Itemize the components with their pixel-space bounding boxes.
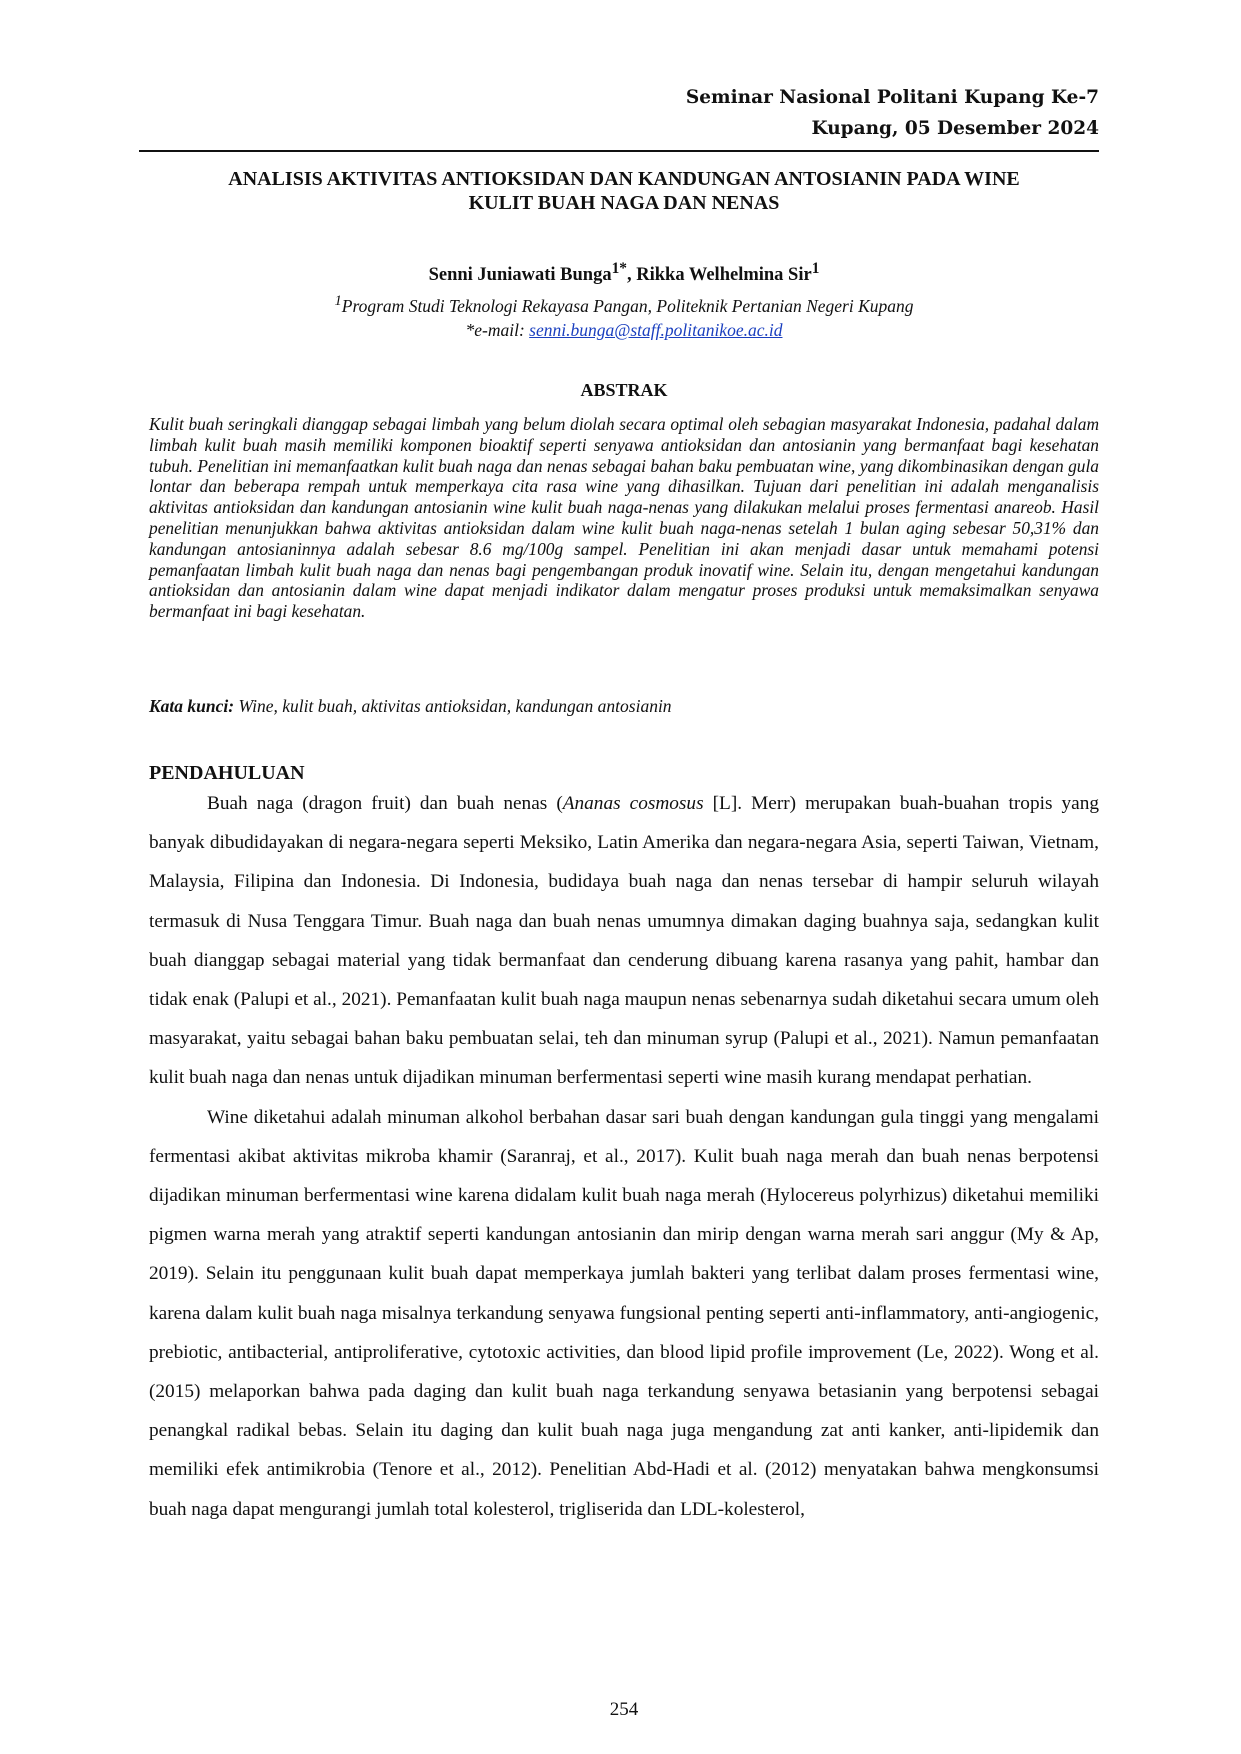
author-list [149, 260, 1099, 286]
abstract-heading: ABSTRAK [580, 380, 668, 400]
email-link[interactable]: senni.bunga@staff.politanikoe.ac.id [529, 319, 783, 340]
page-number: 254 [609, 1699, 639, 1720]
header-date: Kupang, 05 Desember 2024 [811, 118, 1099, 139]
affiliation-mark: 1 [334, 293, 342, 309]
author-1: Senni Juniawati Bunga [428, 265, 612, 286]
affiliation [149, 289, 1099, 318]
paragraph-1-part-b: [L]. Merr) merupakan buah-buahan tropis yang banyak dibudidayakan di negara-negara seperti Meksiko, Latin Amerika dan negara-negara Asia, seperti Taiwan, Vietnam, Malaysia, Filipina dan Indonesia. Di Indonesia, budidaya buah naga dan nenas tersebar di hampir seluruh wilayah termasuk di Nusa Tenggara Timur. Buah naga dan buah nenas umumnya dimakan daging buahnya saja, sedangkan kulit buah dianggap sebagai material yang tidak bermanfaat dan cenderung dibuang karena rasanya yang pahit, hambar dan tidak enak (Palupi et al., 2021). Pemanfaatan kulit buah naga maupun nenas sebenarnya sudah diketahui secara umum oleh masyarakat, yaitu sebagai bahan baku pembuatan selai, teh dan minuman syrup (Palupi et al., 2021). Namun pemanfaatan kulit buah naga dan nenas untuk dijadikan minuman berfermentasi seperti wine masih kurang mendapat perhatian. [149, 793, 1099, 1089]
keywords-line [149, 696, 1099, 717]
keywords-list: Wine, kulit buah, aktivitas antioksidan, kandungan antosianin [234, 696, 672, 716]
author-1-mark: 1* [611, 260, 627, 277]
header-rule [139, 150, 1099, 152]
author-separator: , [627, 265, 637, 286]
affiliation-text: Program Studi Teknologi Rekayasa Pangan, Politeknik Pertanian Negeri Kupang [341, 295, 914, 316]
abstract-text: Kulit buah seringkali dianggap sebagai limbah yang belum diolah secara optimal oleh sebagian masyarakat Indonesia, padahal dalam limbah kulit buah masih memiliki komponen bioaktif seperti senyawa antioksidan dan antosianin yang bermanfaat bagi kesehatan tubuh. Penelitian ini memanfaatkan kulit buah naga dan nenas sebagai bahan baku pembuatan wine, yang dikombinasikan dengan gula lontar dan beberapa rempah untuk memperkaya cita rasa wine yang dihasilkan. Tujuan dari penelitian ini adalah menganalisis aktivitas antioksidan dan kandungan antosianin wine kulit buah naga-nenas yang dilakukan melalui proses fermentasi anareob. Hasil penelitian menunjukkan bahwa aktivitas antioksidan dalam wine kulit buah naga-nenas setelah 1 bulan aging sebesar 50,31% dan kandungan antosianinnya adalah sebesar 8.6 mg/100g sampel. Penelitian ini akan menjadi dasar untuk memahami potensi pemanfaatan limbah kulit buah naga dan nenas bagi pengembangan produk inovatif wine. Selain itu, dengan mengetahui kandungan antioksidan dan antosianin dalam wine dapat menjadi indikator dalam mengatur proses produksi untuk memaksimalkan senyawa bermanfaat ini bagi kesehatan. [149, 414, 1099, 622]
paper-title [149, 167, 1099, 215]
paragraph-1-species: Ananas cosmosus [562, 793, 704, 814]
paragraph-1 [149, 784, 1099, 1098]
keywords-label: Kata kunci: [149, 696, 235, 716]
author-2: Rikka Welhelmina Sir [636, 265, 812, 286]
email-label: *e-mail: [465, 319, 530, 340]
title-line-2: KULIT BUAH NAGA DAN NENAS [468, 192, 780, 214]
section-heading: PENDAHULUAN [149, 762, 305, 784]
author-2-mark: 1 [811, 260, 820, 277]
title-line-1: ANALISIS AKTIVITAS ANTIOKSIDAN DAN KANDUNGAN ANTOSIANIN PADA WINE [228, 168, 1020, 190]
header-seminar-name: Seminar Nasional Politani Kupang Ke-7 [685, 87, 1099, 108]
email-line [149, 318, 1099, 342]
section-body [149, 784, 1099, 1529]
running-header [686, 82, 1099, 144]
affiliation-block [149, 289, 1099, 342]
paragraph-1-part-a: Buah naga (dragon fruit) dan buah nenas ( [207, 793, 563, 814]
paragraph-2: Wine diketahui adalah minuman alkohol berbahan dasar sari buah dengan kandungan gula tinggi yang mengalami fermentasi akibat aktivitas mikroba khamir (Saranraj, et al., 2017). Kulit buah naga merah dan buah nenas berpotensi dijadikan minuman berfermentasi wine karena didalam kulit buah naga merah (Hylocereus polyrhizus) diketahui memiliki pigmen warna merah yang atraktif seperti kandungan antosianin dan mirip dengan warna merah sari anggur (My & Ap, 2019). Selain itu penggunaan kulit buah dapat memperkaya jumlah bakteri yang terlibat dalam proses fermentasi wine, karena dalam kulit buah naga misalnya terkandung senyawa fungsional penting seperti anti-inflammatory, anti-angiogenic, prebiotic, antibacterial, antiproliferative, cytotoxic activities, dan blood lipid profile improvement (Le, 2022). Wong et al. (2015) melaporkan bahwa pada daging dan kulit buah naga terkandung senyawa betasianin yang berpotensi sebagai penangkal radikal bebas. Selain itu daging dan kulit buah naga juga mengandung zat anti kanker, anti-lipidemik dan memiliki efek antimikrobia (Tenore et al., 2012). Penelitian Abd-Hadi et al. (2012) menyatakan bahwa mengkonsumsi buah naga dapat mengurangi jumlah total kolesterol, trigliserida dan LDL-kolesterol, [149, 1106, 1099, 1520]
paper-page [149, 0, 1099, 1754]
